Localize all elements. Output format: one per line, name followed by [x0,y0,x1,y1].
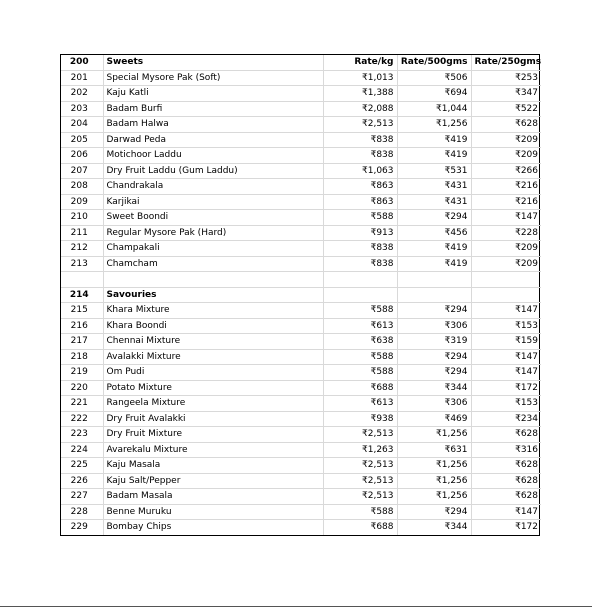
item-name: Dry Fruit Avalakki [103,411,323,427]
empty-cell [471,287,541,303]
rate-per-kg: ₹838 [323,132,397,148]
rate-per-kg: ₹1,263 [323,442,397,458]
item-name: Badam Burfi [103,101,323,117]
table-row [61,458,541,474]
rate-per-kg: ₹838 [323,256,397,272]
rate-per-250g: ₹522 [471,101,541,117]
item-name: Kaju Salt/Pepper [103,473,323,489]
row-number: 224 [61,442,103,458]
rate-per-kg: ₹838 [323,241,397,257]
rate-per-kg: ₹1,063 [323,163,397,179]
table-row [61,163,541,179]
row-number: 205 [61,132,103,148]
rate-per-kg: ₹688 [323,520,397,535]
rate-per-250g: ₹628 [471,458,541,474]
rate-per-kg: ₹613 [323,396,397,412]
table-row [61,210,541,226]
rate-per-kg: ₹613 [323,318,397,334]
item-name: Darwad Peda [103,132,323,148]
rate-per-kg: ₹2,513 [323,427,397,443]
rate-per-500g: ₹1,044 [397,101,471,117]
item-name: Bombay Chips [103,520,323,535]
item-name: Champakali [103,241,323,257]
rate-per-250g: ₹209 [471,148,541,164]
empty-cell [61,272,103,288]
rate-per-250g: ₹159 [471,334,541,350]
rate-per-500g: ₹531 [397,163,471,179]
item-name: Karjikai [103,194,323,210]
rate-per-kg: ₹2,513 [323,473,397,489]
row-number: 208 [61,179,103,195]
empty-cell [471,272,541,288]
rate-per-500g: ₹631 [397,442,471,458]
row-number: 214 [61,287,103,303]
rate-per-kg: ₹938 [323,411,397,427]
item-name: Kaju Masala [103,458,323,474]
rate-per-250g: ₹147 [471,504,541,520]
rate-per-500g: ₹694 [397,86,471,102]
rate-per-kg: ₹863 [323,179,397,195]
table-row [61,194,541,210]
rate-per-250g: ₹234 [471,411,541,427]
item-name: Badam Halwa [103,117,323,133]
table-row [61,380,541,396]
rate-per-250g: ₹153 [471,396,541,412]
table-row [61,256,541,272]
item-name: Sweet Boondi [103,210,323,226]
table-row [61,241,541,257]
page-bottom-rule [0,606,592,607]
table-row [61,489,541,505]
empty-cell [397,287,471,303]
table-row [61,70,541,86]
item-name: Khara Boondi [103,318,323,334]
empty-cell [397,272,471,288]
section-title-sweets: Sweets [103,55,323,70]
item-name: Dry Fruit Laddu (Gum Laddu) [103,163,323,179]
rate-per-250g: ₹147 [471,349,541,365]
rate-per-kg: ₹2,513 [323,117,397,133]
item-name: Dry Fruit Mixture [103,427,323,443]
row-number: 211 [61,225,103,241]
rate-per-500g: ₹1,256 [397,458,471,474]
section-title-savouries: Savouries [103,287,323,303]
price-list-sheet [60,54,540,536]
rate-per-250g: ₹228 [471,225,541,241]
rate-per-250g: ₹628 [471,489,541,505]
rate-per-kg: ₹638 [323,334,397,350]
rate-per-kg: ₹838 [323,148,397,164]
row-number: 202 [61,86,103,102]
row-number: 203 [61,101,103,117]
col-header-rate-500: Rate/500gms [397,55,471,70]
item-name: Kaju Katli [103,86,323,102]
table-row [61,504,541,520]
rate-per-250g: ₹253 [471,70,541,86]
item-name: Badam Masala [103,489,323,505]
item-name: Regular Mysore Pak (Hard) [103,225,323,241]
table-row [61,365,541,381]
row-number: 218 [61,349,103,365]
rate-per-500g: ₹294 [397,504,471,520]
row-number: 204 [61,117,103,133]
table-row [61,442,541,458]
rate-per-500g: ₹294 [397,210,471,226]
rate-per-kg: ₹588 [323,504,397,520]
row-number: 212 [61,241,103,257]
row-number: 213 [61,256,103,272]
rate-per-250g: ₹628 [471,117,541,133]
item-name: Special Mysore Pak (Soft) [103,70,323,86]
item-name: Avarekalu Mixture [103,442,323,458]
row-number: 229 [70,522,88,532]
table-row [61,411,541,427]
rate-per-250g: ₹628 [471,473,541,489]
table-row [61,86,541,102]
empty-cell [323,287,397,303]
rate-per-250g: ₹628 [471,427,541,443]
rate-per-kg: ₹1,013 [323,70,397,86]
row-number: 200 [61,55,103,70]
rate-per-kg: ₹588 [323,210,397,226]
rate-per-250g: ₹172 [471,380,541,396]
row-number: 221 [61,396,103,412]
row-number: 222 [61,411,103,427]
rate-per-500g: ₹344 [397,520,471,535]
row-number: 225 [61,458,103,474]
row-number: 226 [61,473,103,489]
empty-cell [103,272,323,288]
rate-per-500g: ₹419 [397,241,471,257]
rate-per-500g: ₹506 [397,70,471,86]
row-number: 209 [61,194,103,210]
rate-per-kg: ₹588 [323,303,397,319]
table-row [61,473,541,489]
row-number: 220 [61,380,103,396]
sweets-header-row [61,55,541,70]
rate-per-250g: ₹153 [471,318,541,334]
item-name: Chamcham [103,256,323,272]
rate-per-500g: ₹294 [397,349,471,365]
item-name: Om Pudi [103,365,323,381]
item-name: Benne Muruku [103,504,323,520]
rate-per-250g: ₹316 [471,442,541,458]
rate-per-250g: ₹209 [471,241,541,257]
rate-per-500g: ₹469 [397,411,471,427]
rate-per-500g: ₹1,256 [397,427,471,443]
rate-per-500g: ₹294 [397,365,471,381]
row-number: 201 [61,70,103,86]
rate-per-kg: ₹588 [323,365,397,381]
row-number: 215 [61,303,103,319]
table-row [61,303,541,319]
rate-per-500g: ₹419 [397,256,471,272]
row-number: 227 [61,489,103,505]
table-row [61,225,541,241]
col-header-rate-250: Rate/250gms [471,55,541,70]
item-name: Potato Mixture [103,380,323,396]
rate-per-250g: ₹172 [471,520,541,535]
rate-per-500g: ₹456 [397,225,471,241]
price-table-body [61,55,541,535]
rate-per-250g: ₹209 [471,132,541,148]
row-number: 216 [61,318,103,334]
row-number: 228 [61,504,103,520]
row-number: 207 [61,163,103,179]
rate-per-500g: ₹431 [397,194,471,210]
rate-per-250g: ₹147 [471,365,541,381]
row-number: 206 [61,148,103,164]
rate-per-500g: ₹1,256 [397,473,471,489]
col-header-rate-kg: Rate/kg [323,55,397,70]
rate-per-kg: ₹2,513 [323,458,397,474]
item-name: Avalakki Mixture [103,349,323,365]
rate-per-500g: ₹319 [397,334,471,350]
rate-per-250g: ₹147 [471,303,541,319]
rate-per-500g: ₹431 [397,179,471,195]
rate-per-250g: ₹216 [471,179,541,195]
rate-per-250g: ₹209 [471,256,541,272]
row-number: 223 [61,427,103,443]
rate-per-500g: ₹306 [397,396,471,412]
blank-row [61,272,541,288]
rate-per-kg: ₹913 [323,225,397,241]
price-table [61,55,541,535]
row-number: 217 [61,334,103,350]
table-row [61,101,541,117]
savouries-header-row [61,287,541,303]
rate-per-500g: ₹419 [397,148,471,164]
empty-cell [323,272,397,288]
row-number: 219 [61,365,103,381]
item-name: Chandrakala [103,179,323,195]
row-number: 210 [61,210,103,226]
rate-per-kg: ₹2,088 [323,101,397,117]
rate-per-500g: ₹419 [397,132,471,148]
table-row [61,396,541,412]
rate-per-250g: ₹347 [471,86,541,102]
table-row [61,318,541,334]
rate-per-kg: ₹863 [323,194,397,210]
rate-per-250g: ₹266 [471,163,541,179]
rate-per-kg: ₹688 [323,380,397,396]
item-name: Khara Mixture [103,303,323,319]
item-name: Chennai Mixture [103,334,323,350]
table-row [61,132,541,148]
table-row [61,349,541,365]
rate-per-kg: ₹1,388 [323,86,397,102]
table-row [61,427,541,443]
table-row [61,179,541,195]
rate-per-250g: ₹147 [471,210,541,226]
rate-per-500g: ₹1,256 [397,489,471,505]
table-row [61,117,541,133]
rate-per-250g: ₹216 [471,194,541,210]
rate-per-500g: ₹1,256 [397,117,471,133]
item-name: Motichoor Laddu [103,148,323,164]
rate-per-kg: ₹2,513 [323,489,397,505]
table-row [61,334,541,350]
rate-per-500g: ₹306 [397,318,471,334]
item-name: Rangeela Mixture [103,396,323,412]
rate-per-500g: ₹344 [397,380,471,396]
table-row [61,520,541,535]
rate-per-500g: ₹294 [397,303,471,319]
rate-per-kg: ₹588 [323,349,397,365]
table-row [61,148,541,164]
